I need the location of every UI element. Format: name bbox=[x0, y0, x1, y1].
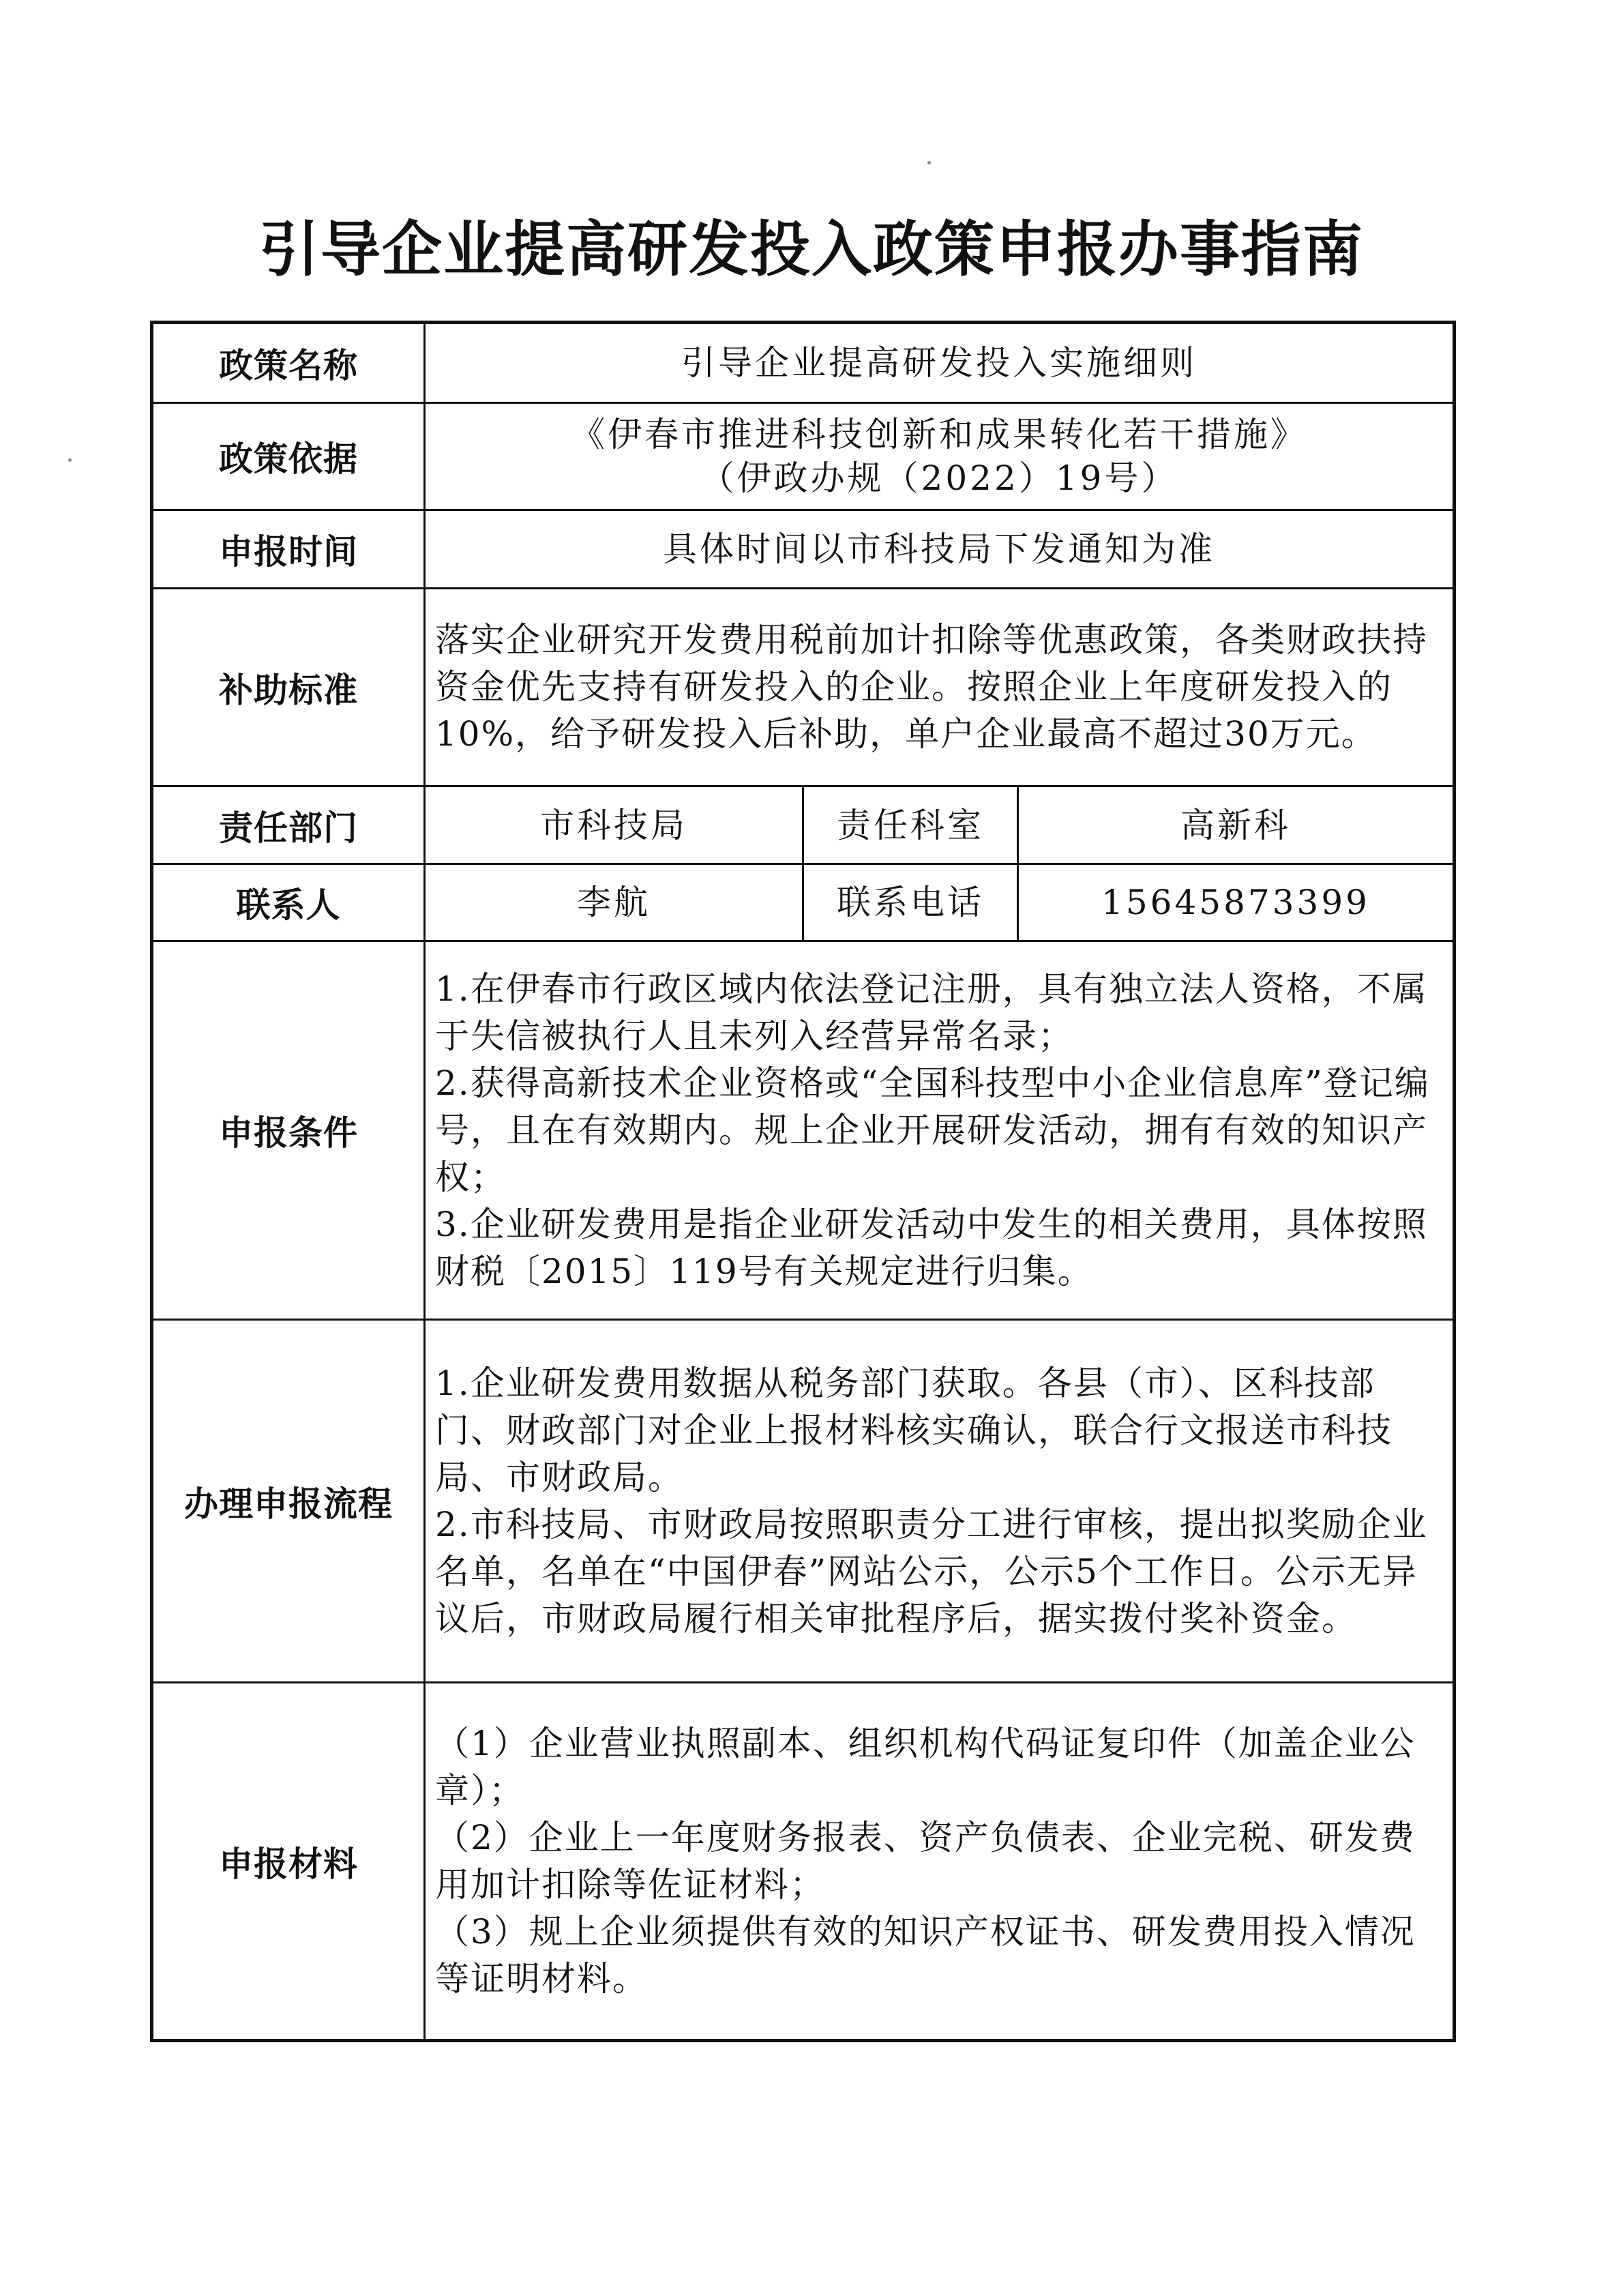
process-text bbox=[425, 1320, 1455, 1683]
row-policy-basis bbox=[152, 403, 1455, 510]
process-item-2: 2.市科技局、市财政局按照职责分工进行审核，提出拟奖励企业名单，名单在“中国伊春”网站公示，公示5个工作日。公示无异议后，市财政局履行相关审批程序后，据实拨付奖补资金。 bbox=[435, 1504, 1428, 1638]
material-item-3: （3）规上企业须提供有效的知识产权证书、研发费用投入情况等证明材料。 bbox=[435, 1911, 1416, 1999]
subsidy-standard-text: 落实企业研究开发费用税前加计扣除等优惠政策，各类财政扶持资金优先支持有研发投入的企业。按照企业上年度研发投入的10%，给予研发投入后补助，单户企业最高不超过30万元。 bbox=[425, 589, 1455, 786]
policy-basis-line1: 《伊春市推进科技创新和成果转化若干措施》 bbox=[571, 415, 1307, 454]
office-value: 高新科 bbox=[1018, 786, 1455, 864]
scan-speck bbox=[927, 161, 931, 164]
contact-value: 李航 bbox=[425, 864, 803, 941]
page-title: 引导企业提高研发投入政策申报办事指南 bbox=[258, 214, 1364, 284]
apply-time-value: 具体时间以市科技局下发通知为准 bbox=[425, 510, 1455, 589]
phone-label: 联系电话 bbox=[803, 864, 1018, 941]
phone-value: 15645873399 bbox=[1018, 864, 1455, 941]
material-item-1: （1）企业营业执照副本、组织机构代码证复印件（加盖企业公章）； bbox=[435, 1723, 1416, 1810]
contact-label: 联系人 bbox=[152, 864, 425, 941]
office-label: 责任科室 bbox=[803, 786, 1018, 864]
policy-guide-table bbox=[150, 321, 1456, 2042]
row-apply-time bbox=[152, 510, 1455, 589]
row-department bbox=[152, 786, 1455, 864]
material-item-2: （2）企业上一年度财务报表、资产负债表、企业完税、研发费用加计扣除等佐证材料； bbox=[435, 1817, 1416, 1904]
scan-speck bbox=[68, 458, 72, 462]
row-policy-name bbox=[152, 323, 1455, 403]
policy-name-label: 政策名称 bbox=[152, 323, 425, 403]
department-value: 市科技局 bbox=[425, 786, 803, 864]
condition-item-3: 3.企业研发费用是指企业研发活动中发生的相关费用，具体按照财税〔2015〕119号有关规定进行归集。 bbox=[435, 1204, 1428, 1291]
condition-item-2: 2.获得高新技术企业资格或“全国科技型中小企业信息库”登记编号，且在有效期内。规上企业开展研发活动，拥有有效的知识产权； bbox=[435, 1063, 1430, 1197]
policy-basis-line2: （伊政办规（2022）19号） bbox=[700, 458, 1178, 498]
conditions-label: 申报条件 bbox=[152, 941, 425, 1320]
conditions-text bbox=[425, 941, 1455, 1320]
process-item-1: 1.企业研发费用数据从税务部门获取。各县（市）、区科技部门、财政部门对企业上报材料核实确认，联合行文报送市科技局、市财政局。 bbox=[435, 1363, 1393, 1497]
department-label: 责任部门 bbox=[152, 786, 425, 864]
row-materials bbox=[152, 1683, 1455, 2041]
condition-item-1: 1.在伊春市行政区域内依法登记注册，具有独立法人资格，不属于失信被执行人且未列入经营异常名录； bbox=[435, 969, 1428, 1056]
process-label: 办理申报流程 bbox=[152, 1320, 425, 1683]
subsidy-standard-label: 补助标准 bbox=[152, 589, 425, 786]
row-contact bbox=[152, 864, 1455, 941]
row-conditions bbox=[152, 941, 1455, 1320]
materials-label: 申报材料 bbox=[152, 1683, 425, 2041]
apply-time-label: 申报时间 bbox=[152, 510, 425, 589]
policy-basis-value bbox=[425, 403, 1455, 510]
row-process bbox=[152, 1320, 1455, 1683]
policy-name-value: 引导企业提高研发投入实施细则 bbox=[425, 323, 1455, 403]
row-subsidy-standard bbox=[152, 589, 1455, 786]
policy-basis-label: 政策依据 bbox=[152, 403, 425, 510]
materials-text bbox=[425, 1683, 1455, 2041]
